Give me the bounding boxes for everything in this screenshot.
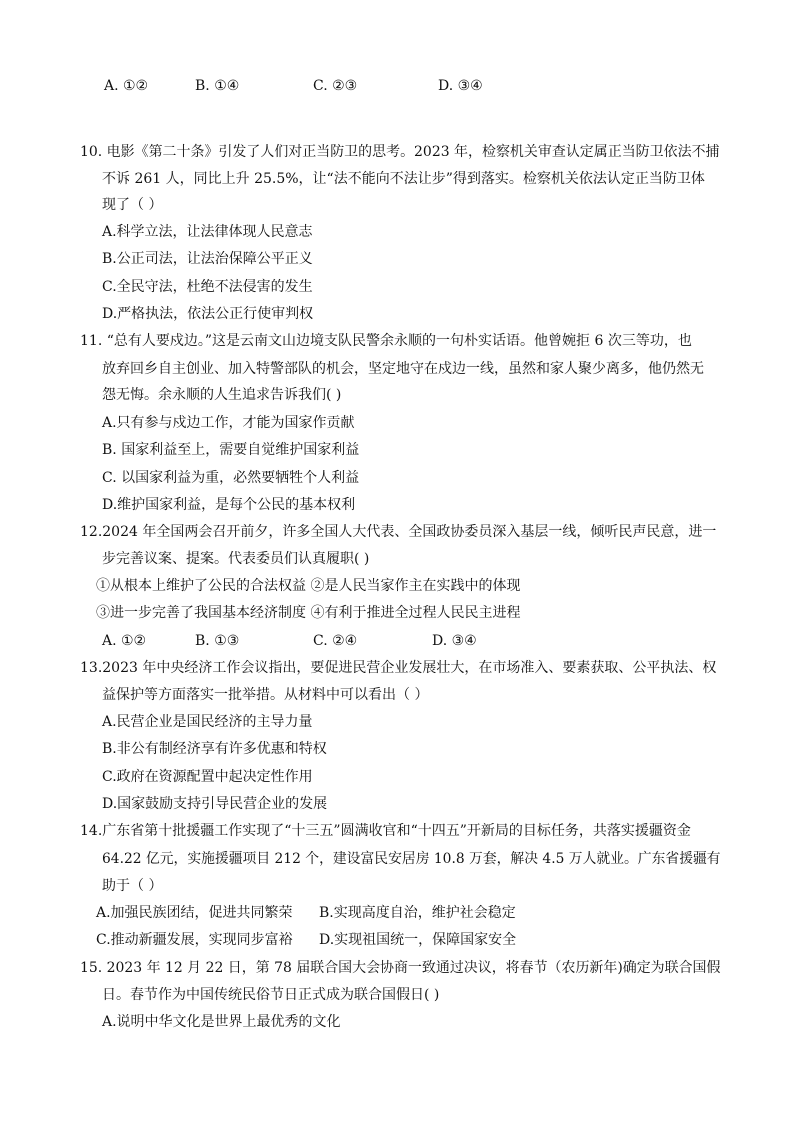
q15-option-a: A.说明中华文化是世界上最优秀的文化 — [102, 1014, 341, 1030]
q10-option-a: A.科学立法，让法律体现人民意志 — [102, 224, 313, 240]
q12-option-c: C. ②④ — [313, 633, 358, 649]
q12-stem-line-1: 12.2024 年全国两会召开前夕，许多全国人大代表、全国政协委员深入基层一线，倾听民声民意，进一 — [80, 524, 717, 540]
q11-stem-line-1: 11. “总有人要戍边。”这是云南文山边境支队民警余永顺的一句朴实话语。他曾婉拒 6 次三等功，也 — [80, 333, 692, 349]
q15-stem-line-2: 日。春节作为中国传统民俗节日正式成为联合国假日( ) — [102, 987, 440, 1003]
q13-stem-line-1: 13.2023 年中央经济工作会议指出，要促进民营企业发展壮大，在市场准入、要素获取、公平执法、权 — [80, 660, 717, 676]
q13-option-d: D.国家鼓励支持引导民营企业的发展 — [102, 796, 328, 812]
q14-option-c: C.推动新疆发展，实现同步富裕 — [96, 932, 293, 948]
q13-option-a: A.民营企业是国民经济的主导力量 — [102, 714, 313, 730]
q9-option-b: B. ①④ — [195, 78, 240, 94]
q11-option-c: C. 以国家利益为重，必然要牺牲个人利益 — [102, 470, 360, 486]
q14-stem-line-3: 助于（ ） — [102, 878, 163, 894]
q14-option-d: D.实现祖国统一，保障国家安全 — [319, 932, 517, 948]
q12-statements-line-2: ③进一步完善了我国基本经济制度 ④有利于推进全过程人民民主进程 — [96, 605, 521, 621]
q9-option-a: A. ①② — [104, 78, 149, 94]
q11-option-d: D.维护国家利益，是每个公民的基本权利 — [102, 497, 356, 513]
q12-stem-line-2: 步完善议案、提案。代表委员们认真履职( ) — [102, 551, 370, 567]
q10-option-b: B.公正司法，让法治保障公平正义 — [102, 251, 313, 267]
q15-stem-line-1: 15. 2023 年 12 月 22 日，第 78 届联合国大会协商一致通过决议，将春节（农历新年)确定为联合国假 — [80, 960, 721, 976]
q14-stem-line-2: 64.22 亿元，实施援疆项目 212 个，建设富民安居房 10.8 万套，解决 4.5 万人就业。广东省援疆有 — [102, 851, 721, 867]
q9-option-c: C. ②③ — [313, 78, 358, 94]
q14-option-a: A.加强民族团结，促进共同繁荣 — [96, 905, 293, 921]
q13-option-c: C.政府在资源配置中起决定性作用 — [102, 769, 313, 785]
q13-option-b: B.非公有制经济享有许多优惠和特权 — [102, 741, 327, 757]
q10-option-d: D.严格执法，依法公正行使审判权 — [102, 306, 314, 322]
q11-stem-line-2: 放弃回乡自主创业、加入特警部队的机会，坚定地守在戍边一线，虽然和家人聚少离多，他仍然无 — [102, 361, 704, 377]
q12-option-b: B. ①③ — [195, 633, 240, 649]
q11-option-a: A.只有参与戍边工作，才能为国家作贡献 — [102, 415, 355, 431]
q14-stem-line-1: 14.广东省第十批援疆工作实现了“十三五”圆满收官和“十四五”开新局的目标任务，共落实援疆资金 — [80, 823, 691, 839]
q11-stem-line-3: 怨无悔。余永顺的人生追求告诉我们( ) — [102, 387, 342, 403]
q10-stem-line-1: 10. 电影《第二十条》引发了人们对正当防卫的思考。2023 年，检察机关审查认定属正当防卫依法不捕 — [80, 144, 720, 160]
q10-stem-line-3: 现了（ ） — [102, 197, 163, 213]
q12-option-d: D. ③④ — [432, 633, 477, 649]
q13-stem-line-2: 益保护等方面落实一批举措。从材料中可以看出（ ） — [102, 687, 429, 703]
q12-option-a: A. ①② — [102, 633, 147, 649]
q14-option-b: B.实现高度自治，维护社会稳定 — [319, 905, 516, 921]
q12-statements-line-1: ①从根本上维护了公民的合法权益 ②是人民当家作主在实践中的体现 — [96, 578, 521, 594]
q11-option-b: B. 国家利益至上，需要自觉维护国家利益 — [102, 442, 360, 458]
q10-option-c: C.全民守法，杜绝不法侵害的发生 — [102, 279, 313, 295]
q9-option-d: D. ③④ — [438, 78, 483, 94]
q10-stem-line-2: 不诉 261 人，同比上升 25.5%，让“法不能向不法让步”得到落实。检察机关依法认定正当防卫体 — [102, 171, 705, 187]
